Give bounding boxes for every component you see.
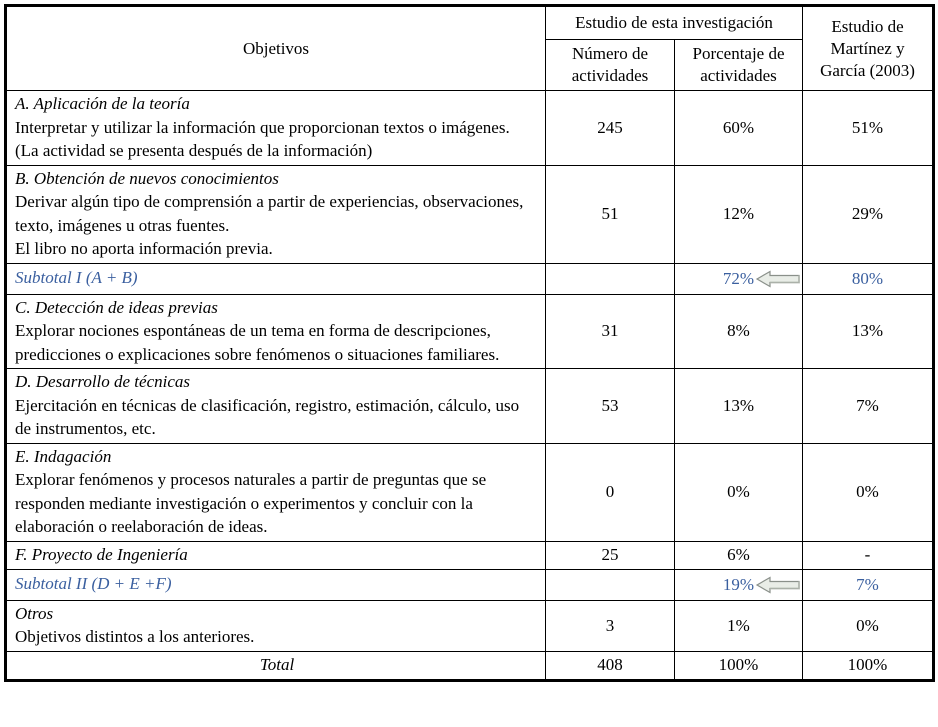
porcentaje-actividades-value-cell (675, 541, 803, 569)
objective-title: Total (259, 654, 295, 674)
objective-cell (6, 294, 546, 369)
porcentaje-actividades-value-cell (675, 91, 803, 166)
table-row (6, 294, 934, 369)
martinez-garcia-value: - (864, 545, 871, 564)
martinez-garcia-value: 80% (851, 268, 884, 288)
numero-actividades-value-cell (546, 91, 675, 166)
martinez-garcia-value: 0% (856, 615, 879, 635)
martinez-garcia-value: 0% (856, 482, 879, 501)
table-row (6, 369, 934, 444)
objective-title: F. Proyecto de Ingeniería (15, 544, 188, 564)
objective-title: Subtotal II (D + E +F) (15, 574, 172, 594)
column-header-porcentaje: Porcentaje de actividades (675, 40, 803, 91)
objective-cell (6, 541, 546, 569)
objective-cell (6, 263, 546, 294)
martinez-garcia-value-cell (803, 600, 934, 651)
objective-description: El libro no aporta información previa. (15, 239, 273, 258)
martinez-garcia-value: 7% (856, 395, 879, 415)
porcentaje-actividades-value-cell (675, 294, 803, 369)
objective-cell (6, 165, 546, 263)
numero-actividades-value-cell (546, 443, 675, 541)
numero-actividades-value-cell (546, 369, 675, 444)
porcentaje-actividades-value: 1% (727, 615, 750, 635)
porcentaje-actividades-value: 100% (718, 655, 759, 674)
objective-description: Explorar fenómenos y procesos naturales a partir de preguntas que se responden mediante investigación o experimentos y concluir con la elaboración o reelaboración de ideas. (15, 470, 487, 536)
martinez-garcia-value: 13% (851, 321, 884, 341)
objective-description: Derivar algún tipo de comprensión a partir de experiencias, observaciones, texto, imágenes u otras fuentes. (15, 192, 524, 235)
numero-actividades-value: 3 (605, 615, 615, 635)
porcentaje-actividades-value: 60% (722, 117, 755, 137)
numero-actividades-value: 408 (597, 655, 623, 674)
objective-cell (6, 569, 546, 600)
numero-actividades-value-cell (546, 651, 675, 680)
numero-actividades-value: 31 (601, 321, 619, 341)
objectives-table (4, 4, 935, 682)
objective-title: E. Indagación (15, 446, 112, 466)
table-row (6, 569, 934, 600)
numero-actividades-value: 53 (601, 395, 619, 415)
column-header-objetivos: Objetivos (6, 6, 546, 91)
objective-title: C. Detección de ideas previas (15, 297, 218, 317)
martinez-garcia-value-cell (803, 541, 934, 569)
porcentaje-actividades-value-cell (675, 600, 803, 651)
martinez-garcia-value-cell (803, 263, 934, 294)
left-arrow-icon (755, 269, 801, 289)
table-row (6, 600, 934, 651)
numero-actividades-value-cell (546, 165, 675, 263)
numero-actividades-value-cell (546, 600, 675, 651)
objective-title: D. Desarrollo de técnicas (15, 372, 191, 391)
table-row (6, 651, 934, 680)
table-body (6, 91, 934, 681)
martinez-garcia-value-cell (803, 91, 934, 166)
martinez-garcia-value: 51% (851, 117, 884, 137)
porcentaje-actividades-value: 0% (727, 482, 750, 501)
objective-description: Interpretar y utilizar la información que proporcionan textos o imágenes. (15, 117, 510, 137)
objective-description: (La actividad se presenta después de la información) (15, 141, 373, 160)
martinez-garcia-value-cell (803, 369, 934, 444)
objective-title: Otros (15, 603, 54, 623)
objective-cell (6, 443, 546, 541)
porcentaje-actividades-value-cell (675, 165, 803, 263)
column-header-martinez: Estudio de Martínez y García (2003) (803, 6, 934, 91)
martinez-garcia-value: 100% (847, 655, 888, 674)
table-row (6, 165, 934, 263)
column-group-estudio: Estudio de esta investigación (546, 6, 803, 40)
numero-actividades-value-cell (546, 569, 675, 600)
objective-description: Ejercitación en técnicas de clasificación, registro, estimación, cálculo, uso de instrumentos, etc. (15, 395, 520, 438)
porcentaje-actividades-value-cell (675, 443, 803, 541)
objective-description: Objetivos distintos a los anteriores. (15, 627, 255, 646)
table-row (6, 91, 934, 166)
numero-actividades-value-cell (546, 294, 675, 369)
porcentaje-actividades-value: 12% (722, 204, 755, 223)
numero-actividades-value: 245 (597, 117, 623, 137)
table-row (6, 443, 934, 541)
porcentaje-actividades-value: 8% (727, 321, 750, 341)
table-header (6, 6, 934, 91)
numero-actividades-value: 25 (601, 545, 619, 564)
numero-actividades-value-cell (546, 263, 675, 294)
objective-cell (6, 651, 546, 680)
objective-title: B. Obtención de nuevos conocimientos (15, 168, 279, 188)
martinez-garcia-value-cell (803, 165, 934, 263)
table-row (6, 541, 934, 569)
column-header-numero: Número de actividades (546, 40, 675, 91)
numero-actividades-value: 51 (601, 204, 619, 223)
objective-cell (6, 369, 546, 444)
objective-cell (6, 600, 546, 651)
porcentaje-actividades-value-cell (675, 263, 803, 294)
left-arrow-icon (755, 575, 801, 595)
martinez-garcia-value: 29% (851, 204, 884, 223)
porcentaje-actividades-value-cell (675, 651, 803, 680)
martinez-garcia-value-cell (803, 651, 934, 680)
martinez-garcia-value-cell (803, 569, 934, 600)
porcentaje-actividades-value: 6% (727, 545, 750, 564)
numero-actividades-value: 0 (605, 482, 615, 501)
objective-title: Subtotal I (A + B) (15, 268, 138, 288)
table-row (6, 263, 934, 294)
objective-title: A. Aplicación de la teoría (15, 94, 190, 113)
martinez-garcia-value-cell (803, 294, 934, 369)
porcentaje-actividades-value: 19% (722, 574, 755, 594)
porcentaje-actividades-value: 13% (722, 395, 755, 415)
porcentaje-actividades-value-cell (675, 369, 803, 444)
porcentaje-actividades-value: 72% (722, 268, 755, 288)
objective-cell (6, 91, 546, 166)
numero-actividades-value-cell (546, 541, 675, 569)
objective-description: Explorar nociones espontáneas de un tema en forma de descripciones, predicciones o explicaciones sobre fenómenos o situaciones familiares. (15, 321, 500, 364)
martinez-garcia-value: 7% (856, 574, 879, 594)
porcentaje-actividades-value-cell (675, 569, 803, 600)
martinez-garcia-value-cell (803, 443, 934, 541)
